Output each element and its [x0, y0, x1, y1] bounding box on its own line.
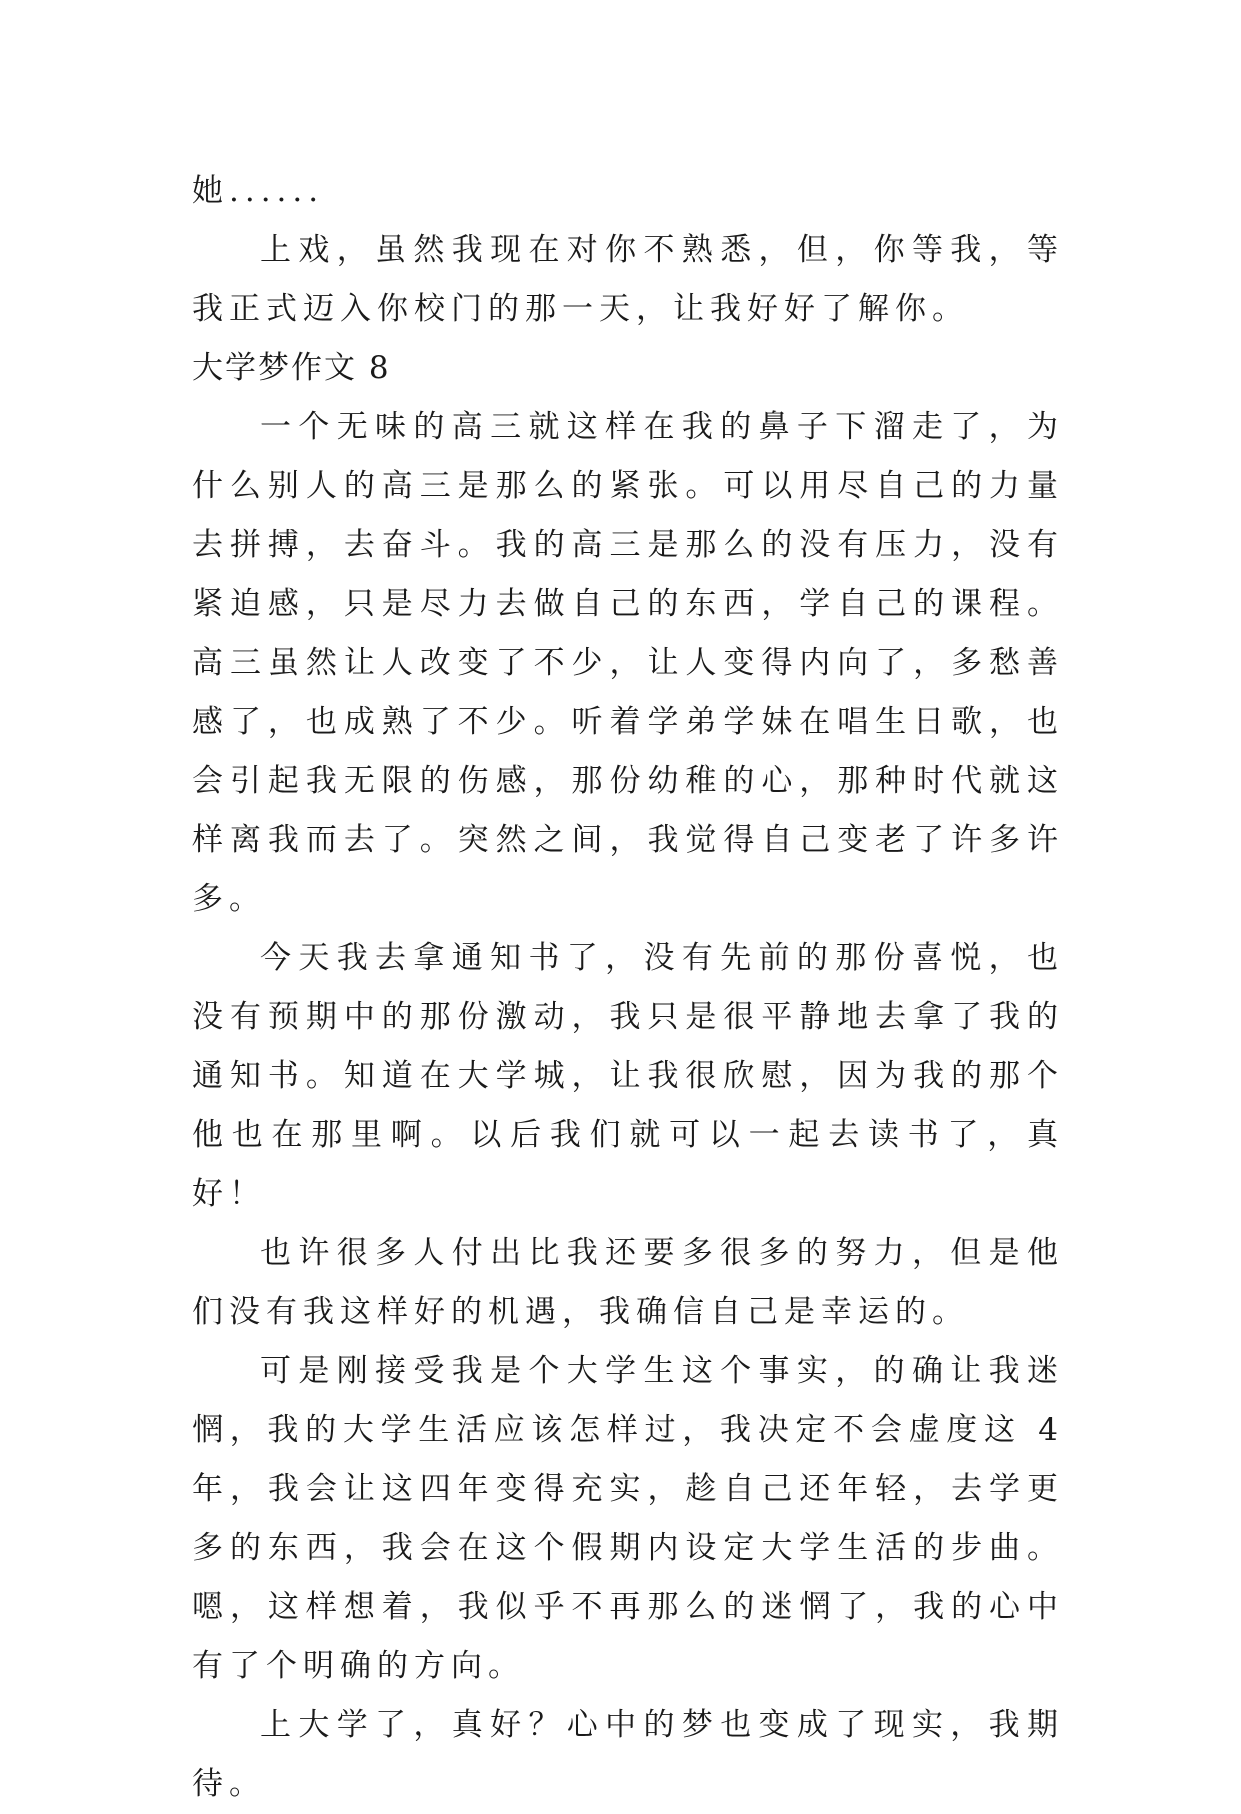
paragraph-5: 上大学了，真好？心中的梦也变成了现实，我期待。: [192, 1707, 1064, 1802]
paragraph-3: 也许很多人付出比我还要多很多的努力，但是他们没有我这样好的机遇，我确信自己是幸运的。: [192, 1235, 1064, 1330]
fragment-line: 她......: [192, 173, 325, 209]
paragraph-1: 一个无味的高三就这样在我的鼻子下溜走了，为什么别人的高三是那么的紧张。可以用尽自己的力量去拼搏，去奋斗。我的高三是那么的没有压力，没有紧迫感，只是尽力去做自己的东西，学自己的课程。高三虽然让人改变了不少，让人变得内向了，多愁善感了，也成熟了不少。听着学弟学妹在唱生日歌，也会引起我无限的伤感，那份幼稚的心，那种时代就这样离我而去了。突然之间，我觉得自己变老了许多许多。: [192, 409, 1064, 917]
intro-paragraph: 上戏，虽然我现在对你不熟悉，但，你等我，等我正式迈入你校门的那一天，让我好好了解你。: [192, 232, 1064, 327]
paragraph-2: 今天我去拿通知书了，没有先前的那份喜悦，也没有预期中的那份激动，我只是很平静地去拿了我的通知书。知道在大学城，让我很欣慰，因为我的那个他也在那里啊。以后我们就可以一起去读书了，真好！: [192, 940, 1064, 1212]
essay-heading: 大学梦作文 8: [192, 350, 391, 386]
paragraph-4: 可是刚接受我是个大学生这个事实，的确让我迷惘，我的大学生活应该怎样过，我决定不会虚度这 4 年，我会让这四年变得充实，趁自己还年轻，去学更多的东西，我会在这个假期内设定大学生活的步曲。嗯，这样想着，我似乎不再那么的迷惘了，我的心中有了个明确的方向。: [192, 1353, 1064, 1684]
document-body: [192, 162, 1064, 1814]
